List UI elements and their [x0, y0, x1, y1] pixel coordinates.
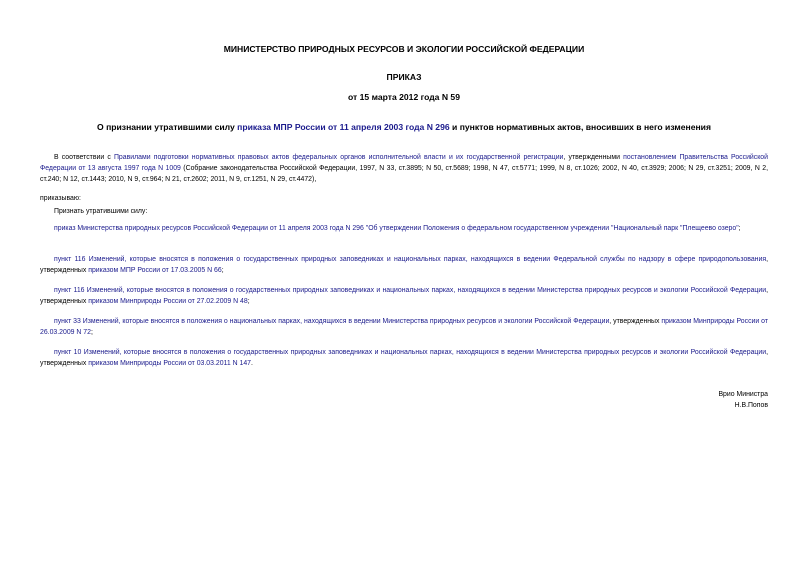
item-5-order-link[interactable]: приказом Минприроды России от 03.03.2011 N 147 — [88, 360, 251, 367]
list-item — [40, 285, 768, 307]
item-3-suffix: ; — [247, 298, 250, 305]
item-4-mid: , утвержденных — [609, 318, 662, 325]
date-number-heading: от 15 марта 2012 года N 59 — [348, 92, 460, 102]
item-3-link[interactable]: пункт 116 Изменений, которые вносятся в положения о государственных природных заповедниках и национальных парках, находящихся в ведении Министерства природных ресурсов и экологии Российской Федерации — [54, 287, 767, 294]
item-4-link[interactable]: пункт 33 Изменений, которые вносятся в положения о национальных парках, находящихся в ведении Министерства природных ресурсов и экологии Российской Федерации — [54, 318, 610, 325]
list-item — [40, 254, 768, 276]
item-2-suffix: ; — [221, 267, 224, 274]
title-suffix: и пунктов нормативных актов, вносивших в него изменения — [449, 122, 711, 132]
preamble-link-rules[interactable]: Правилами подготовки нормативных правовых актов федеральных органов исполнительной власти и их государственной регистрации — [113, 154, 564, 161]
recognize-text: Признать утратившими силу: — [54, 208, 148, 215]
item-2-link[interactable]: пункт 116 Изменений, которые вносятся в положения о государственных природных заповедниках и национальных парках, находящихся в ведении Федеральной службы по надзору в сфере природопользования — [54, 256, 767, 263]
list-item — [40, 223, 768, 234]
signature-position: Врио Министра — [718, 391, 768, 398]
list-item — [40, 316, 768, 338]
item-2-order-link[interactable]: приказом МПР России от 17.03.2005 N 66 — [88, 267, 222, 274]
list-item — [40, 347, 768, 369]
title-prefix: О признании утратившими силу — [97, 122, 238, 132]
order-word: приказываю: — [40, 195, 81, 202]
preamble-text-3: (Собрание законодательства Российской Федерации, 1997, N 33, ст.3895; N 50, ст.5689; 1998, N 47, ст.5771; 1999, N 8, ст.1026; 2002, N 40, ст.3929; 2006; N 29, ст.3251; 2009, N 2, ст.240; N 12, ст.1443; 2010, N 9, ст.964; N 21, ст.2602; 2011, N 9, ст.1251, N 29, ст.4472), — [40, 165, 769, 183]
item-5-mid: , утвержденных — [40, 349, 768, 367]
signature-name: Н.В.Попов — [734, 402, 768, 409]
item-1-link[interactable]: приказ Министерства природных ресурсов Российской Федерации от 11 апреля 2003 года N 296 "Об утверждении Положения о федеральном государственном учреждении "Национальный парк "Плещеево озеро" — [54, 225, 739, 232]
preamble-link-resolution[interactable]: постановлением Правительства Российской Федерации от 13 августа 1997 года N 1009 — [40, 154, 768, 172]
item-5-link[interactable]: пункт 10 Изменений, которые вносятся в положения о государственных природных заповедниках и национальных парках, находящихся в ведении Министерства природных ресурсов и экологии Российской Федерации — [54, 349, 767, 356]
document-title — [40, 122, 768, 132]
item-2-mid: , утвержденных — [40, 256, 768, 274]
preamble-paragraph — [40, 152, 768, 185]
preamble-text-1: В соответствии с — [54, 154, 114, 161]
preamble-text-2: , утвержденными — [563, 154, 624, 161]
item-3-mid: , утвержденных — [40, 287, 768, 305]
item-3-order-link[interactable]: приказом Минприроды России от 27.02.2009 N 48 — [88, 298, 248, 305]
item-4-suffix: ; — [90, 329, 93, 336]
ministry-heading: МИНИСТЕРСТВО ПРИРОДНЫХ РЕСУРСОВ И ЭКОЛОГИИ РОССИЙСКОЙ ФЕДЕРАЦИИ — [223, 44, 585, 54]
item-4-order-link[interactable]: приказом Минприроды России от 26.03.2009 N 72 — [40, 318, 768, 336]
item-1-suffix: ; — [738, 225, 741, 232]
title-link[interactable]: приказа МПР России от 11 апреля 2003 года N 296 — [237, 122, 450, 132]
item-5-suffix: . — [251, 360, 253, 367]
document-type-heading: ПРИКАЗ — [386, 72, 422, 82]
